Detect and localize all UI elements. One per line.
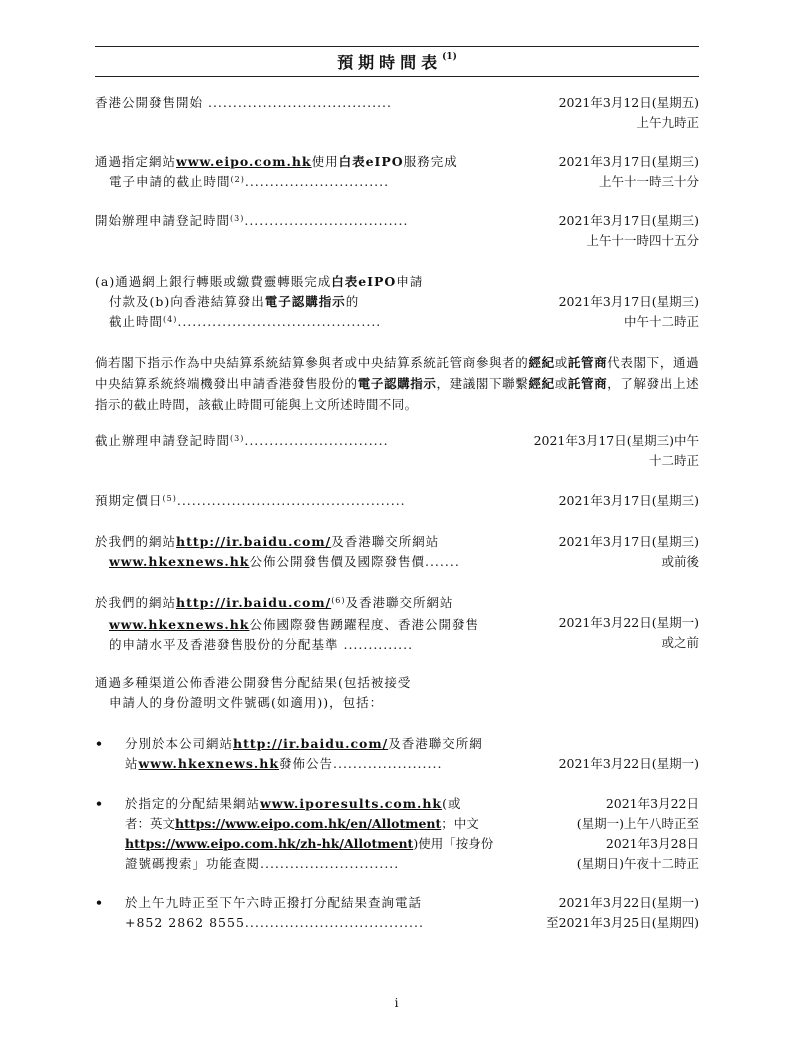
row-date: 2021年3月22日(星期一) [558, 756, 699, 771]
eipo-link[interactable]: www.eipo.com.hk [176, 154, 312, 169]
row-date: 2021年3月17日(星期三) 中午十二時正 [558, 294, 699, 329]
bullet-icon: • [95, 736, 103, 751]
row-date: 2021年3月17日(星期三) 或前後 [558, 534, 699, 569]
row-label: 於指定的分配結果網站www.iporesults.com.hk(或 者：英文https://www.eipo.com.hk/en/Allotment；中文 https://www.eipo.com.hk/zh-hk/Allotment)使用「按身份 證號碼搜索」功能查閱............................ [125, 796, 494, 871]
broker-note-paragraph: 倘若閣下指示作為中央結算系統結算參與者或中央結算系統託管商參與者的經紀或託管商代表閣下，通過中央結算系統終端機發出申請香港發售股份的電子認購指示，建議閣下聯繫經紀或託管商，了解發出上述指示的截止時間，該截止時間可能與上文所述時間不同。 [95, 355, 699, 412]
eipo-allotment-zh-link[interactable]: https://www.eipo.com.hk/zh-hk/Allotment [125, 836, 414, 851]
row-date: 2021年3月22日 (星期一)上午八時正至 2021年3月28日 (星期日)午夜十二時正 [576, 796, 699, 871]
row-label: 通過多種渠道公佈香港公開發售分配結果(包括被接受 申請人的身份證明文件號碼(如適用))，包括： [95, 675, 412, 710]
title-top-rule [95, 46, 699, 47]
row-label: 預期定價日$^{(5)}$.............................................. [95, 493, 406, 508]
row-date: 2021年3月17日(星期三) [558, 493, 699, 508]
row-date: 2021年3月17日(星期三) 上午十一時四十五分 [558, 213, 699, 248]
row-label: 截止辦理申請登記時間$^{(3)}$............................. [95, 433, 389, 448]
baidu-ir-link[interactable]: http://ir.baidu.com/ [176, 534, 332, 549]
title-bottom-rule [95, 76, 699, 77]
hkexnews-link[interactable]: www.hkexnews.hk [109, 617, 250, 632]
title-note: (1) [442, 51, 457, 62]
hkexnews-link[interactable]: www.hkexnews.hk [138, 756, 279, 771]
row-date: 2021年3月17日(星期三) 上午十一時三十分 [558, 154, 699, 189]
row-date: 2021年3月17日(星期三)中午 十二時正 [533, 433, 699, 468]
page-number: i [394, 996, 399, 1010]
page-title [95, 50, 699, 73]
bullet-icon: • [95, 895, 103, 910]
hkexnews-link[interactable]: www.hkexnews.hk [109, 554, 250, 569]
row-label: 於上午九時正至下午六時正撥打分配結果查詢電話 +852 2862 8555.................................... [125, 895, 424, 930]
row-label: 分別於本公司網站http://ir.baidu.com/及香港聯交所網 站www.hkexnews.hk發佈公告...................... [125, 736, 483, 771]
row-label: 於我們的網站http://ir.baidu.com/$^{(6)}$及香港聯交所網站 www.hkexnews.hk公佈國際發售踴躍程度、香港公開發售 的申請水平及香港發售股份的分配基準 .............. [95, 595, 479, 652]
row-label: (a)通過網上銀行轉賬或繳費靈轉賬完成白表eIPO申請 付款及(b)向香港結算發出電子認購指示的 截止時間$^{(4)}$......................................... [95, 274, 424, 329]
iporesults-link[interactable]: www.iporesults.com.hk [260, 796, 443, 811]
baidu-ir-link[interactable]: http://ir.baidu.com/ [233, 736, 389, 751]
baidu-ir-link[interactable]: http://ir.baidu.com/ [176, 595, 332, 610]
row-label: 開始辦理申請登記時間$^{(3)}$................................. [95, 213, 409, 228]
title-text: 預期時間表 [337, 53, 443, 72]
row-label: 通過指定網站www.eipo.com.hk使用白表eIPO服務完成 電子申請的截止時間$^{(2)}$............................. [95, 154, 458, 189]
row-date: 2021年3月22日(星期一) 至2021年3月25日(星期四) [546, 895, 699, 930]
row-date: 2021年3月12日(星期五) 上午九時正 [558, 95, 699, 130]
row-date: 2021年3月22日(星期一) 或之前 [558, 615, 699, 650]
row-label: 於我們的網站http://ir.baidu.com/及香港聯交所網站 www.hkexnews.hk公佈公開發售價及國際發售價....... [95, 534, 460, 569]
bullet-icon: • [95, 796, 103, 811]
row-label: 香港公開發售開始 ..................................... [95, 95, 392, 110]
eipo-allotment-en-link[interactable]: https://www.eipo.com.hk/en/Allotment [175, 816, 442, 831]
